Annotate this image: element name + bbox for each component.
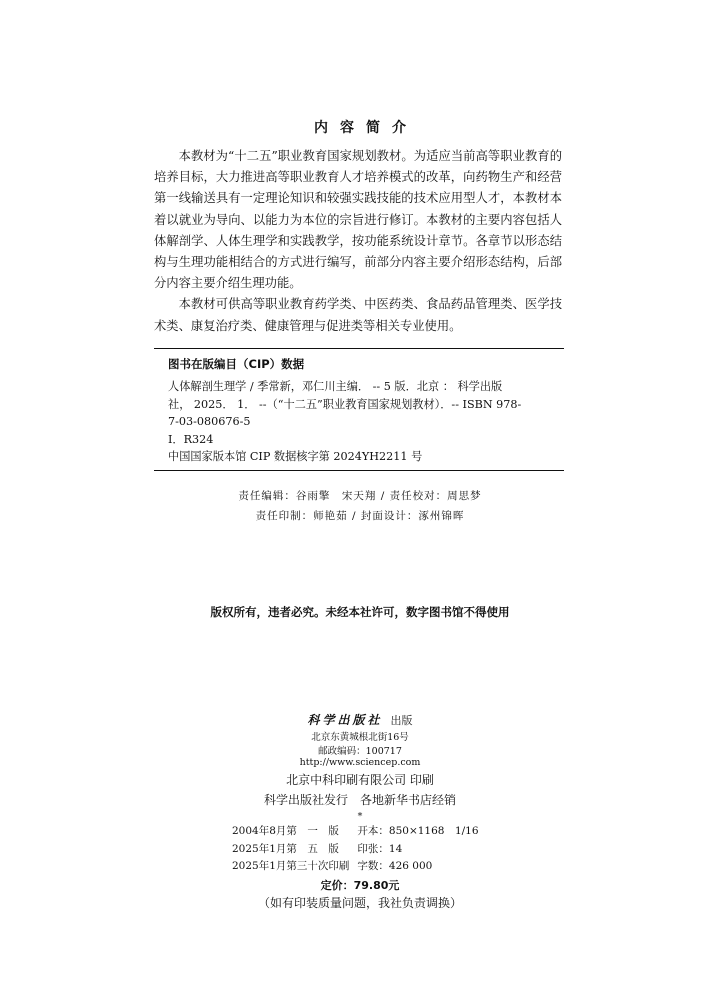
edition-cell: 2004年8月第 一 版: [232, 825, 339, 837]
cip-body: [154, 376, 564, 470]
cip-line: 社， 2025． 1． --（“十二五”职业教育国家规划教材）．-- ISBN 978-: [168, 397, 522, 411]
asterisk-separator: *: [357, 811, 363, 822]
publisher-address: 北京东黄城根北街16号: [311, 732, 409, 743]
publisher-line: [0, 711, 720, 728]
specs-row: [232, 823, 479, 841]
cip-line: 7-03-080676-5: [168, 415, 251, 429]
specs-row: [232, 841, 479, 859]
spec-value: 850×1168 1/16: [388, 825, 479, 837]
spec-value: 426 000: [388, 860, 433, 872]
cip-line: 人体解剖生理学 / 季常新，邓仁川主编． -- 5 版．北京 ： 科学出版: [168, 380, 503, 393]
cip-line: Ⅰ．R324: [168, 432, 214, 446]
spec-key: 印张：: [357, 842, 389, 855]
spec-value: 14: [388, 842, 403, 855]
distribution-line: 科学出版社发行 各地新华书店经销: [263, 793, 456, 807]
intro-title: 内容简介: [314, 120, 418, 136]
cip-heading: 图书在版编目（CIP）数据: [168, 357, 305, 371]
printer-line: 北京中科印刷有限公司 印刷: [286, 773, 434, 787]
intro-paragraph-2: 本教材可供高等职业教育药学类、中医药类、食品药品管理类、医学技术类、康复治疗类、健康管理与促进类等相关专业使用。: [154, 297, 562, 333]
publisher-website: http://www.sciencep.com: [299, 757, 421, 768]
price: 定价：79.80元: [320, 879, 400, 892]
spec-key: 开本：: [357, 825, 389, 837]
intro-text: [154, 146, 562, 337]
cip-bottom-rule: [154, 470, 564, 471]
specs-row: [232, 858, 479, 876]
specs-table: [232, 823, 479, 876]
credits-production: 责任印制：师艳茹 / 封面设计：涿州锦晖: [255, 510, 465, 522]
publisher-suffix: 出版: [390, 714, 413, 727]
cip-line: 中国国家版本馆 CIP 数据核字第 2024YH2211 号: [168, 450, 423, 464]
cip-block: [154, 348, 564, 471]
publisher-postcode: 邮政编码：100717: [318, 746, 402, 757]
copyright-notice: 版权所有，违者必究。未经本社许可，数字图书馆不得使用: [210, 605, 510, 619]
quality-notice: （如有印装质量问题，我社负责调换）: [257, 896, 462, 910]
edition-cell: 2025年1月第 五 版: [232, 842, 339, 855]
credits-editors: 责任编辑：谷雨擎 宋天翔 / 责任校对：周思梦: [238, 490, 482, 502]
edition-cell: 2025年1月第三十次印刷: [232, 860, 350, 872]
spec-key: 字数：: [357, 860, 389, 872]
publisher-logo: 科学出版社: [307, 713, 383, 727]
edition-specs: [232, 823, 479, 876]
intro-paragraph-1: 本教材为“十二五”职业教育国家规划教材。为适应当前高等职业教育的培养目标，大力推进高等职业教育人才培养模式的改革，向药物生产和经营第一线输送具有一定理论知识和较强实践技能的技术应用型人才，本教材本着以就业为导向、以能力为本位的宗旨进行修订。本教材的主要内容包括人体解剖学、人体生理学和实践教学，按功能系统设计章节。各章节以形态结构与生理功能相结合的方式进行编写，前部分内容主要介绍形态结构，后部分内容主要介绍生理功能。: [154, 149, 562, 291]
